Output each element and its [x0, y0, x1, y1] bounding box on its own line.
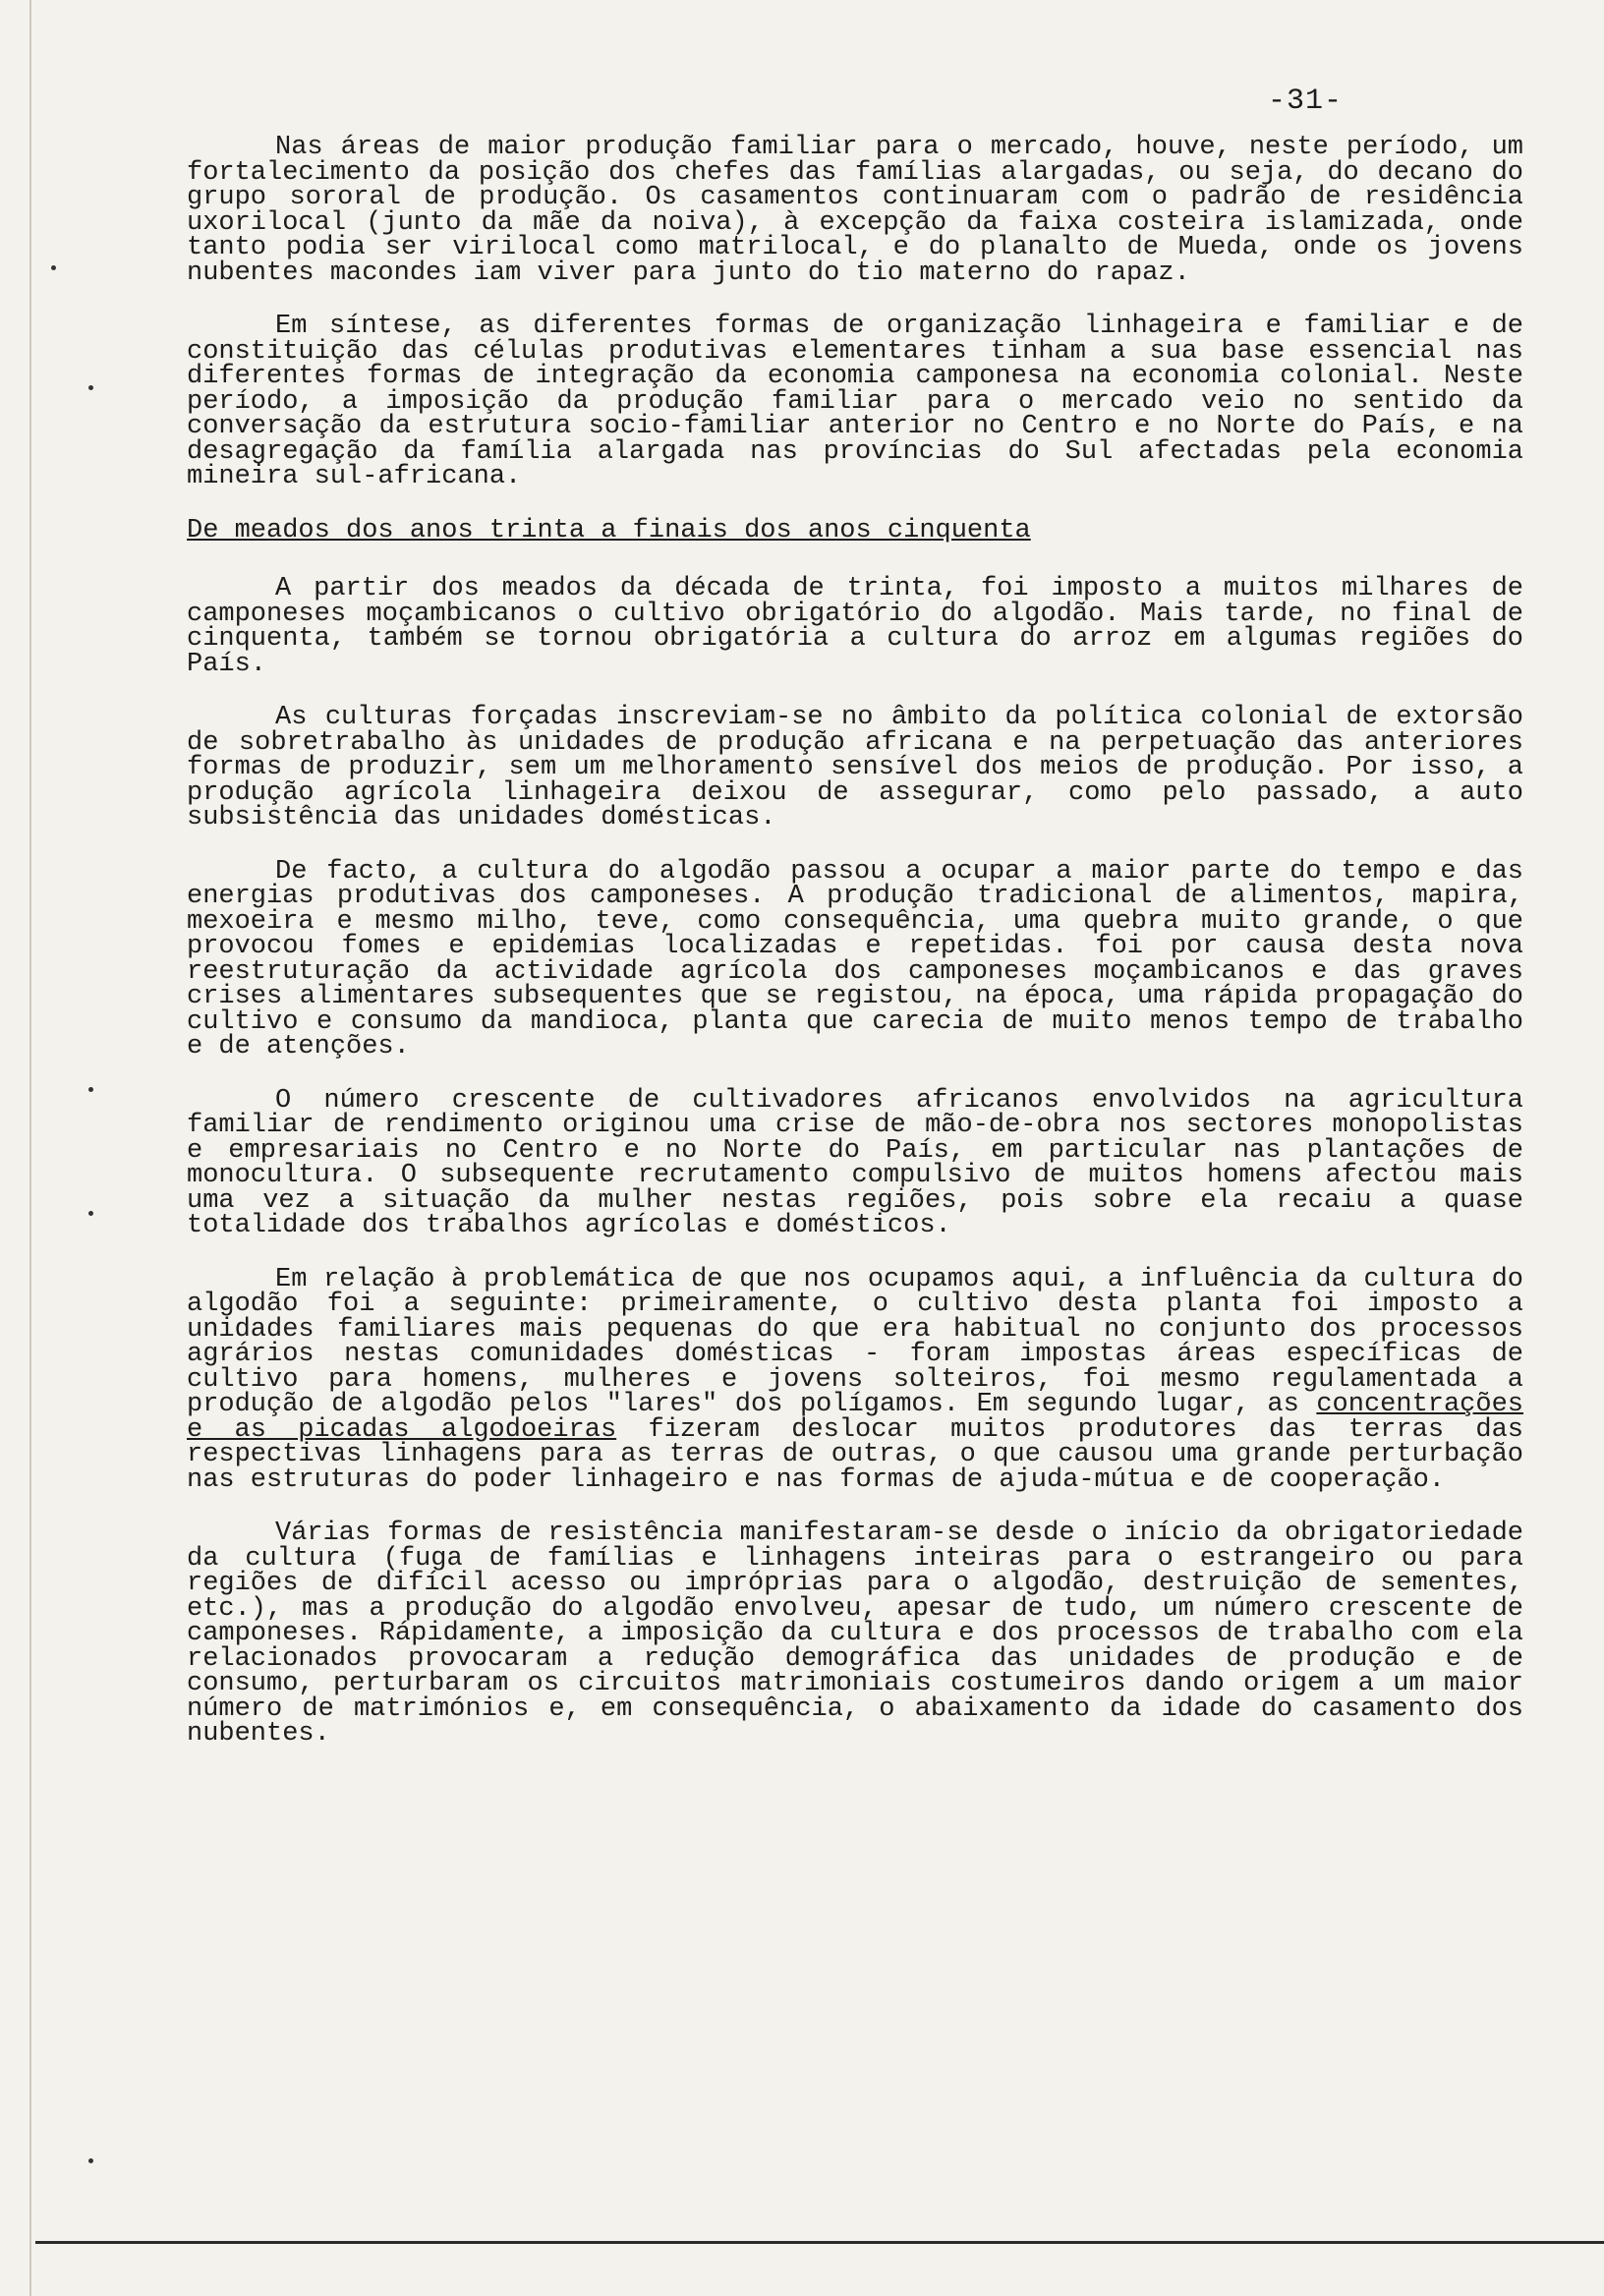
paragraph-cotton-influence [187, 1264, 1523, 1495]
margin-dot [88, 1087, 93, 1092]
section-heading: De meados dos anos trinta a finais dos anos cinquenta [187, 515, 1031, 545]
paragraph-labour-crisis: O número crescente de cultivadores africanos envolvidos na agricultura familiar de rendimento originou uma crise de mão-de-obra nos sectores monopolistas e empresariais no Centro e no Norte do País, em particular nas plantações de monocultura. O subsequente recrutamento compulsivo de muitos homens afectou mais uma vez a situação da mulher nestas regiões, pois sobre ela recaiu a quase totalidade dos trabalhos agrícolas e domésticos. [187, 1085, 1523, 1240]
paragraph-resistance: Várias formas de resistência manifestaram-se desde o início da obrigatoriedade da cultura (fuga de famílias e linhagens inteiras para o estrangeiro ou para regiões de difícil acesso ou impróprias para o algodão, destruição de sementes, etc.), mas a produção do algodão envolveu, apesar de tudo, um número crescente de camponeses. Rápidamente, a imposição da cultura e dos processos de trabalho com ela relacionados provocaram a redução demográfica das unidades de produção e de consumo, perturbaram os circuitos matrimoniais costumeiros dando origem a um maior número de matrimónios e, em consequência, o abaixamento da idade do casamento dos nubentes. [187, 1519, 1523, 1749]
paragraph-forced-cultures: As culturas forçadas inscreviam-se no âmbito da política colonial de extorsão de sobretrabalho às unidades de produção africana e na perpetuação das anteriores formas de produzir, sem um melhoramento sensível dos meios de produção. Por isso, a produção agrícola linhageira deixou de assegurar, como pelo passado, a auto subsistência das unidades domésticas. [187, 703, 1523, 832]
paragraph-family-production: Nas áreas de maior produção familiar para o mercado, houve, neste período, um fortalecimento da posição dos chefes das famílias alargadas, ou seja, do decano do grupo sororal de produção. Os casamentos continuaram com o padrão de residência uxorilocal (junto da mãe da noiva), à excepção da faixa costeira islamizada, onde tanto podia ser virilocal como matrilocal, e do planalto de Mueda, onde os jovens nubentes macondes iam viver para junto do tio materno do rapaz. [187, 133, 1523, 288]
left-margin-line [29, 0, 31, 2296]
underlined-phrase: concentrações e as picadas algodoeiras [187, 1390, 1523, 1445]
paragraph-cotton-imposition: A partir dos meados da década de trinta, foi imposto a muitos milhares de camponeses moçambicanos o cultivo obrigatório do algodão. Mais tarde, no final de cinquenta, também se tornou obrigatória a cultura do arroz em algumas regiões do País. [187, 574, 1523, 679]
margin-dot [88, 2158, 93, 2163]
document-body [187, 133, 1523, 1776]
margin-dot [51, 265, 56, 270]
paragraph-synthesis: Em síntese, as diferentes formas de organização linhageira e familiar e de constituição das células produtivas elementares tinham a sua base essencial nas diferentes formas de integração da economia camponesa na economia colonial. Neste período, a imposição da produção familiar para o mercado veio no sentido da conversação da estrutura socio-familiar anterior no Centro e no Norte do País, e na desagregação da família alargada nas províncias do Sul afectadas pela economia mineira sul-africana. [187, 312, 1523, 491]
page-number: -31- [1268, 85, 1344, 118]
paragraph-cotton-effects: De facto, a cultura do algodão passou a ocupar a maior parte do tempo e das energias produtivas dos camponeses. A produção tradicional de alimentos, mapira, mexoeira e mesmo milho, teve, como consequência, uma quebra muito grande, o que provocou fomes e epidemias localizadas e repetidas. foi por causa desta nova reestruturação da actividade agrícola dos camponeses moçambicanos e das graves crises alimentares subsequentes que se registou, na época, uma rápida propagação do cultivo e consumo da mandioca, planta que carecia de muito menos tempo de trabalho e de atenções. [187, 856, 1523, 1062]
bottom-border-line [35, 2241, 1604, 2244]
margin-dot [88, 385, 93, 390]
paragraph-cotton-influence-end: fizeram deslocar muitos produtores das terras das respectivas linhagens para as terras de outras, o que causou uma grande perturbação nas estruturas do poder linhageiro e nas formas de ajuda-mútua e de cooperação. [187, 1414, 1523, 1495]
paragraph-cotton-influence-start: Em relação à problemática de que nos ocupamos aqui, a influência da cultura do algodão foi a seguinte: primeiramente, o cultivo desta planta foi imposto a unidades familiares mais pequenas do que era habitual no conjunto dos processos agrários nestas comunidades domésticas - foram impostas áreas específicas de cultivo para homens, mulheres e jovens solteiros, foi mesmo regulamentada a produção de algodão pelos "lares" dos polígamos. Em segundo lugar, as [187, 1264, 1523, 1419]
margin-dot [88, 1211, 93, 1216]
